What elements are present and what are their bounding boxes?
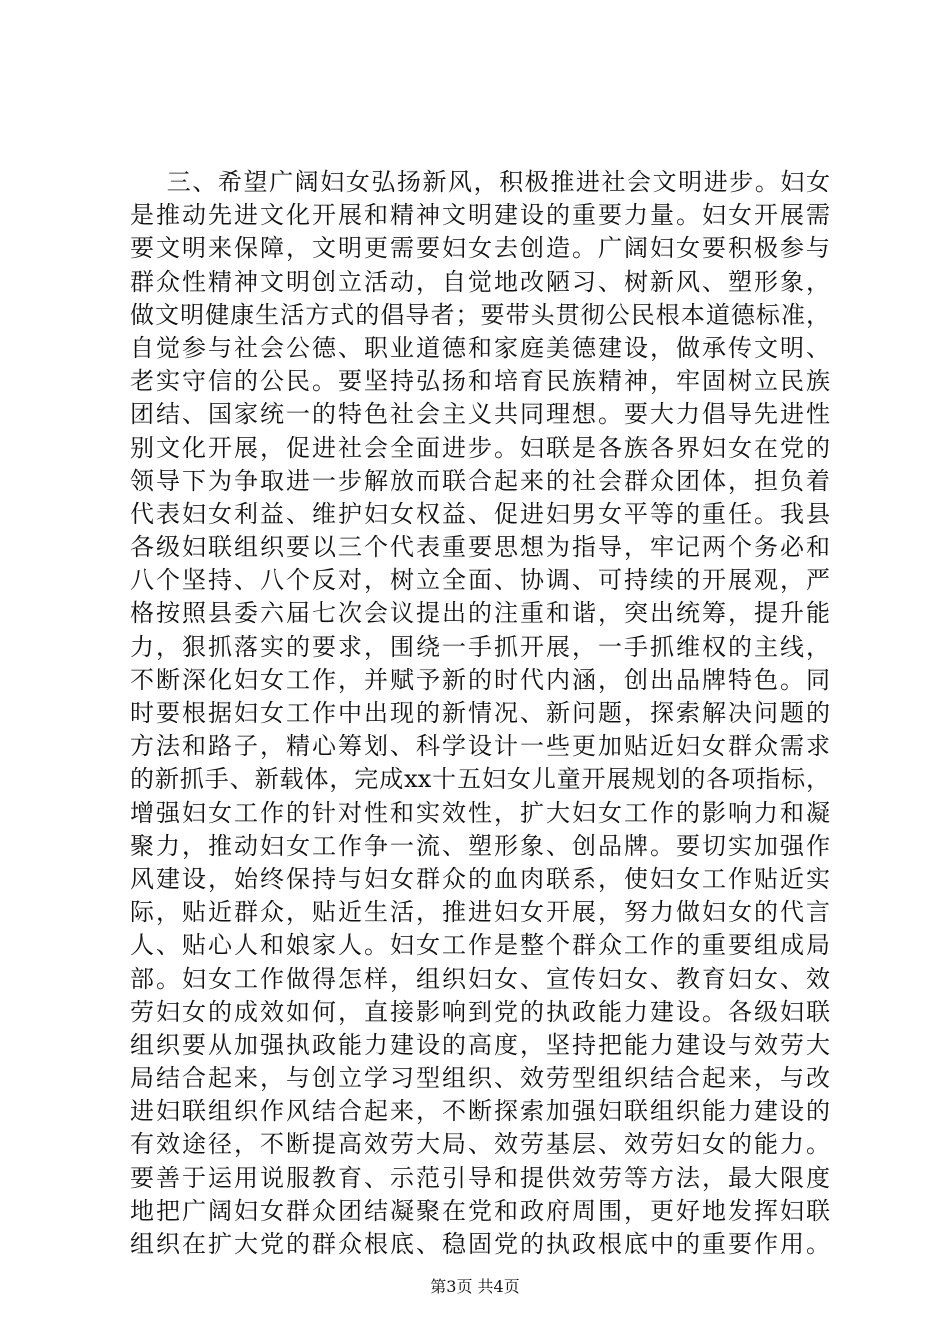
text-line: 自觉参与社会公德、职业道德和家庭美德建设，做承传文明、 <box>130 333 830 362</box>
text-line: 是推动先进文化开展和精神文明建设的重要力量。妇女开展需 <box>130 201 830 230</box>
text-line: 各级妇联组织要以三个代表重要思想为指导，牢记两个务必和 <box>130 533 830 562</box>
text-line: 团结、国家统一的特色社会主义共同理想。要大力倡导先进性 <box>130 400 830 429</box>
text-line: 力，狠抓落实的要求，围绕一手抓开展，一手抓维权的主线， <box>130 632 830 661</box>
text-line: 不断深化妇女工作，并赋予新的时代内涵，创出品牌特色。同 <box>130 665 830 694</box>
text-line: 风建设，始终保持与妇女群众的血肉联系，使妇女工作贴近实 <box>130 864 830 893</box>
text-line: 方法和路子，精心筹划、科学设计一些更加贴近妇女群众需求 <box>130 732 830 761</box>
text-line: 领导下为争取进一步解放而联合起来的社会群众团体，担负着 <box>130 466 830 495</box>
body-paragraph <box>130 166 830 1261</box>
text-line: 八个坚持、八个反对，树立全面、协调、可持续的开展观，严 <box>130 566 830 595</box>
text-line: 群众性精神文明创立活动，自觉地改陋习、树新风、塑形象， <box>130 267 830 296</box>
text-line: 际，贴近群众，贴近生活，推进妇女开展，努力做妇女的代言 <box>130 898 830 927</box>
text-line: 时要根据妇女工作中出现的新情况、新问题，探索解决问题的 <box>130 699 830 727</box>
text-line: 地把广阔妇女群众团结凝聚在党和政府周围，更好地发挥妇联 <box>130 1196 830 1225</box>
text-line: 部。妇女工作做得怎样，组织妇女、宣传妇女、教育妇女、效 <box>130 964 830 993</box>
text-line: 代表妇女利益、维护妇女权益、促进妇男女平等的重任。我县 <box>130 499 830 528</box>
text-line: 三、希望广阔妇女弘扬新风，积极推进社会文明进步。妇女 <box>130 168 830 196</box>
text-line: 组织在扩大党的群众根底、稳固党的执政根底中的重要作用。 <box>130 1230 830 1258</box>
text-line: 组织要从加强执政能力建设的高度，坚持把能力建设与效劳大 <box>130 1030 830 1059</box>
text-line: 进妇联组织作风结合起来，不断探索加强妇联组织能力建设的 <box>130 1097 830 1126</box>
text-line: 局结合起来，与创立学习型组织、效劳型组织结合起来，与改 <box>130 1064 830 1093</box>
text-line: 别文化开展，促进社会全面进步。妇联是各族各界妇女在党的 <box>130 433 830 462</box>
text-line: 要文明来保障，文明更需要妇女去创造。广阔妇女要积极参与 <box>130 234 830 263</box>
text-line: 增强妇女工作的针对性和实效性，扩大妇女工作的影响力和凝 <box>130 798 830 827</box>
text-line: 劳妇女的成效如何，直接影响到党的执政能力建设。各级妇联 <box>130 997 830 1026</box>
text-line: 聚力，推动妇女工作争一流、塑形象、创品牌。要切实加强作 <box>130 831 830 860</box>
text-line: 有效途径，不断提高效劳大局、效劳基层、效劳妇女的能力。 <box>130 1130 830 1159</box>
text-line: 做文明健康生活方式的倡导者；要带头贯彻公民根本道德标准， <box>130 300 830 329</box>
text-line: 老实守信的公民。要坚持弘扬和培育民族精神，牢固树立民族 <box>130 367 830 396</box>
text-line: 要善于运用说服教育、示范引导和提供效劳等方法，最大限度 <box>130 1163 830 1192</box>
text-line: 格按照县委六届七次会议提出的注重和谐，突出统筹，提升能 <box>130 599 830 628</box>
page-number-footer: 第3页 共4页 <box>430 1277 520 1296</box>
text-line: 人、贴心人和娘家人。妇女工作是整个群众工作的重要组成局 <box>130 931 830 960</box>
text-line: 的新抓手、新载体，完成xx十五妇女儿童开展规划的各项指标， <box>130 765 830 794</box>
